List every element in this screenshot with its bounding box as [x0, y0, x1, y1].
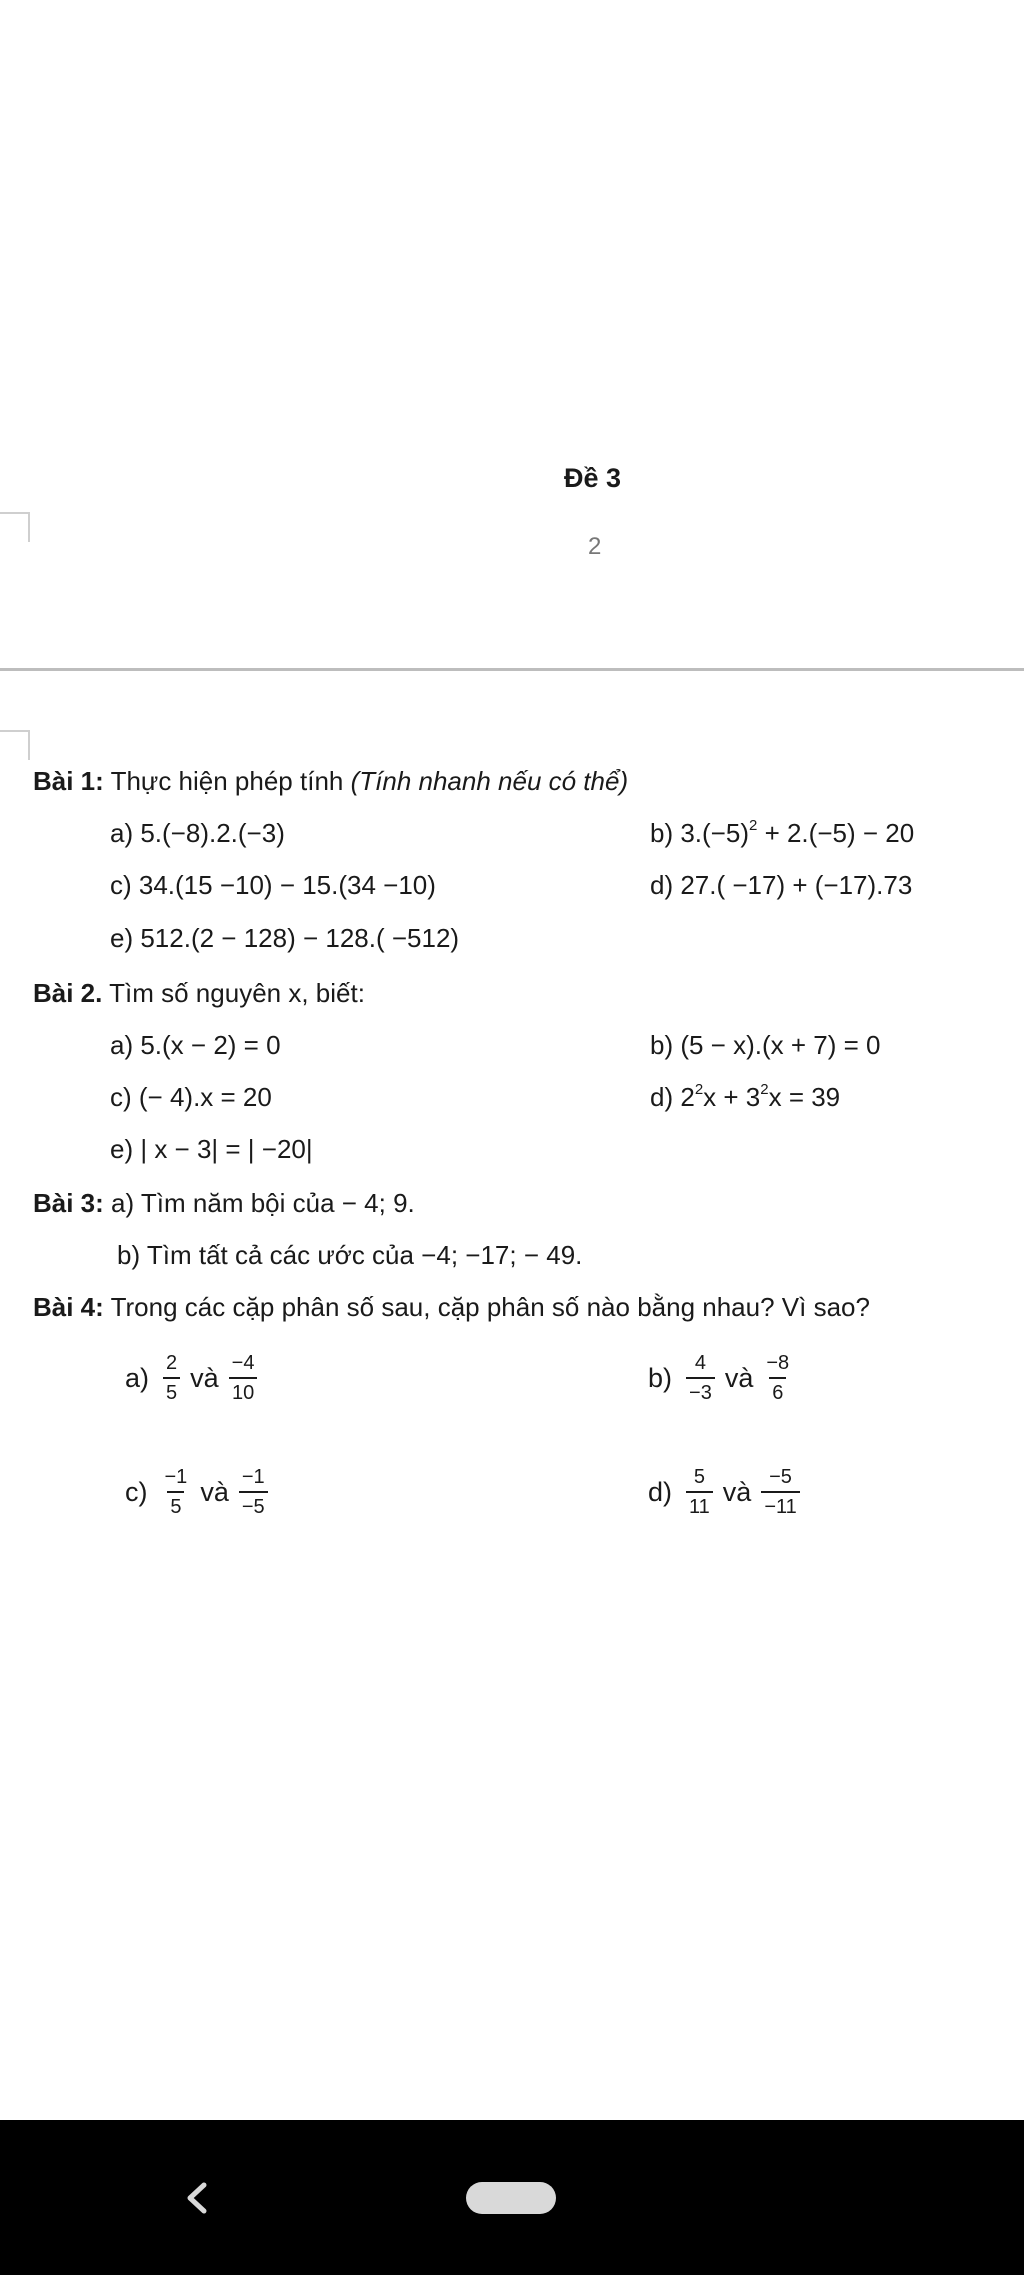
denominator: −11: [761, 1491, 799, 1518]
exercise-2d-mid: x + 3: [703, 1082, 761, 1112]
exercise-1b-post: + 2.(−5) − 20: [757, 818, 915, 848]
fraction-pair-label: d): [648, 1476, 673, 1507]
fraction-2: [229, 1352, 258, 1404]
exercise-1-label: Bài 1:: [33, 766, 104, 796]
page-number: 2: [588, 533, 602, 560]
conjunction: và: [200, 1476, 229, 1507]
exercise-2-label: Bài 2.: [33, 978, 103, 1008]
numerator: 5: [693, 1466, 705, 1488]
fraction-pair-label: b): [648, 1362, 673, 1393]
numerator: −1: [241, 1466, 265, 1488]
chevron-left-icon[interactable]: [180, 2175, 214, 2221]
crop-mark-top: [0, 512, 30, 542]
fraction-pair-a: [125, 1352, 261, 1404]
fraction-1: [686, 1466, 713, 1518]
conjunction: và: [190, 1362, 219, 1393]
exercise-2d-exp2: 2: [760, 1081, 769, 1098]
numerator: −1: [164, 1466, 188, 1488]
exercise-1b-pre: b) 3.(−5): [650, 818, 749, 848]
exercise-4-instruction: Trong các cặp phân số sau, cặp phân số nào bằng nhau? Vì sao?: [110, 1292, 870, 1322]
fraction-1: [686, 1352, 715, 1404]
exercise-2c: c) (− 4).x = 20: [110, 1082, 272, 1112]
fraction-1: [163, 1352, 180, 1404]
fraction-pair-c: [125, 1466, 272, 1518]
denominator: 5: [167, 1491, 184, 1518]
exercise-1a: a) 5.(−8).2.(−3): [110, 818, 285, 848]
exercise-1d: d) 27.( −17) + (−17).73: [650, 870, 913, 900]
exercise-1b-exp: 2: [749, 817, 758, 834]
exercise-1c: c) 34.(15 −10) − 15.(34 −10): [110, 870, 436, 900]
fraction-1: [162, 1466, 191, 1518]
exercise-1b: [650, 817, 915, 848]
fraction-pair-d: [648, 1466, 804, 1518]
page-title: Đề 3: [564, 463, 622, 493]
exercise-1e: e) 512.(2 − 128) − 128.( −512): [110, 923, 460, 953]
fraction-2: [239, 1466, 268, 1518]
exercise-2d: [650, 1081, 841, 1112]
exercise-2a: a) 5.(x − 2) = 0: [110, 1030, 281, 1060]
exercise-2d-post: x = 39: [768, 1082, 841, 1112]
numerator: 2: [166, 1352, 178, 1374]
exercise-2e: e) | x − 3| = | −20|: [110, 1134, 313, 1164]
denominator: 11: [686, 1491, 713, 1518]
exercise-4-label: Bài 4:: [33, 1292, 104, 1322]
navigation-bar: [0, 2120, 1024, 2275]
conjunction: và: [722, 1476, 752, 1507]
fraction-pair-label: c): [125, 1476, 148, 1507]
denominator: 6: [769, 1377, 786, 1404]
exercise-2-heading-line: [33, 980, 365, 1006]
numerator: −5: [769, 1466, 792, 1488]
crop-mark-bottom: [0, 730, 30, 760]
fraction-2: [761, 1466, 799, 1518]
fraction-pair-label: a): [125, 1362, 150, 1393]
fraction-2: [763, 1352, 792, 1404]
denominator: −5: [239, 1491, 268, 1518]
exercise-2-instruction: Tìm số nguyên x, biết:: [109, 978, 365, 1008]
numerator: −8: [766, 1352, 790, 1374]
numerator: 4: [694, 1352, 706, 1374]
exercise-2b: b) (5 − x).(x + 7) = 0: [650, 1030, 881, 1060]
exercise-3-line-a: [33, 1190, 415, 1216]
home-pill-icon[interactable]: [466, 2182, 556, 2214]
denominator: 10: [229, 1377, 257, 1404]
conjunction: và: [724, 1362, 754, 1393]
exercise-1-instruction: Thực hiện phép tính: [110, 766, 344, 796]
exercise-1-heading-line: [33, 768, 628, 794]
exercise-1-note: (Tính nhanh nếu có thể): [350, 766, 629, 796]
exercise-3a: a) Tìm năm bội của − 4; 9.: [111, 1188, 415, 1218]
exercise-3b: b) Tìm tất cả các ước của −4; −17; − 49.: [117, 1240, 583, 1270]
fraction-pair-b: [648, 1352, 796, 1404]
denominator: 5: [163, 1377, 180, 1404]
exercise-2d-pre: d) 2: [650, 1082, 695, 1112]
exercise-3-label: Bài 3:: [33, 1188, 104, 1218]
page-divider: [0, 668, 1024, 671]
denominator: −3: [686, 1377, 715, 1404]
numerator: −4: [231, 1352, 255, 1374]
exercise-2d-exp1: 2: [694, 1081, 704, 1098]
exercise-4-heading-line: [33, 1294, 870, 1320]
